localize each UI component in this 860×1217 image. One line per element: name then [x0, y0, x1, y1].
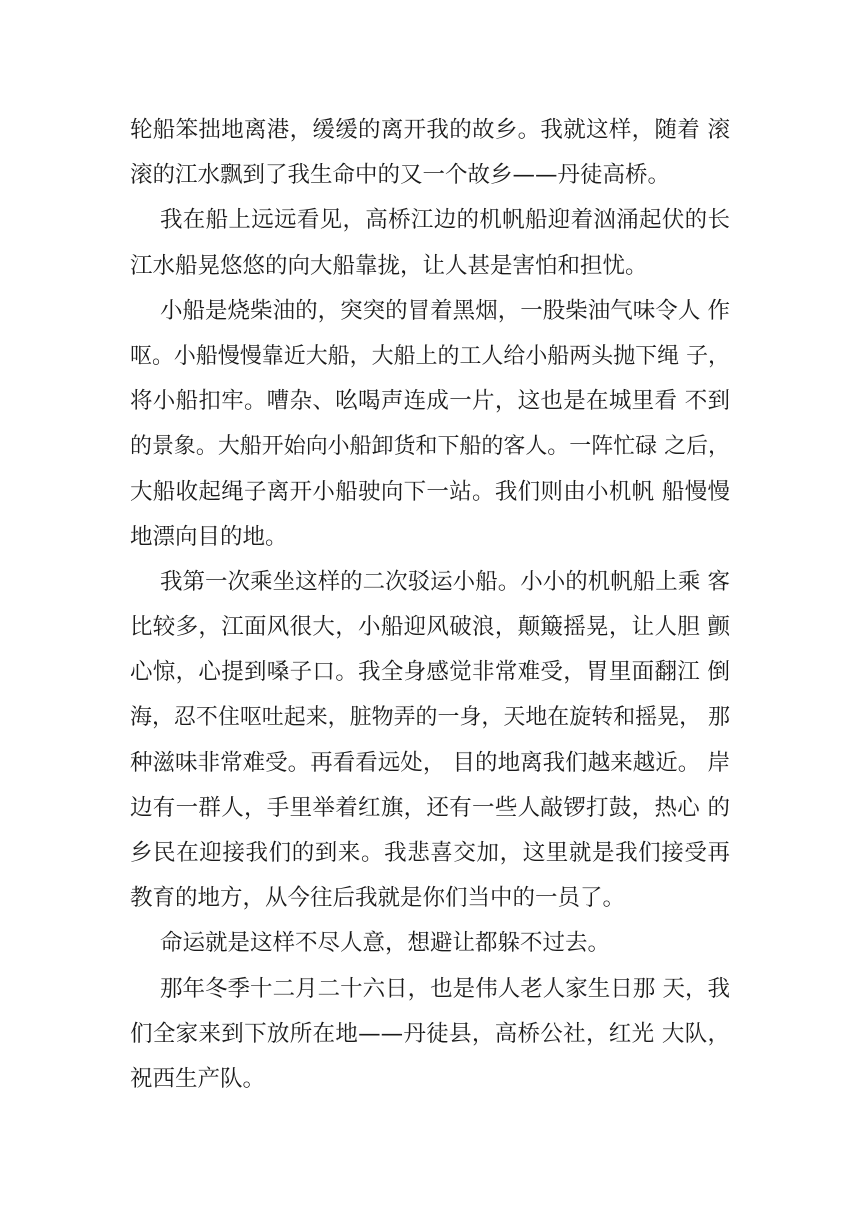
text-line: 小船是烧柴油的，突突的冒着黑烟，一股柴油气味令人 作	[160, 297, 730, 324]
text-line: 地漂向目的地。	[130, 523, 288, 550]
text-line: 轮船笨拙地离港，缓缓的离开我的故乡。我就这样，随着 滚	[130, 117, 730, 143]
text-line: 呕。小船慢慢靠近大船，大船上的工人给小船两头抛下绳 子，	[130, 343, 730, 369]
text-line: 我在船上远远看见，高桥江边的机帆船迎着汹涌起伏的长	[160, 207, 730, 234]
text-line: 心惊，心提到嗓子口。我全身感觉非常难受，胃里面翻江 倒	[130, 659, 730, 686]
text-line: 教育的地方，从今往后我就是你们当中的一员了。	[130, 885, 626, 912]
text-line: 我第一次乘坐这样的二次驳运小船。小小的机帆船上乘 客	[160, 568, 730, 595]
text-line: 们全家来到下放所在地——丹徒县，高桥公社，红光 大队，	[130, 1020, 730, 1047]
text-line: 边有一群人，手里举着红旗，还有一些人敲锣打鼓，热心 的	[130, 794, 730, 821]
text-line: 祝西生产队。	[130, 1065, 266, 1092]
text-line: 的景象。大船开始向小船卸货和下船的客人。一阵忙碌 之后，	[130, 434, 730, 460]
text-line: 比较多，江面风很大，小船迎风破浪，颠簸摇晃，让人胆 颤	[130, 614, 730, 641]
text-line: 大船收起绳子离开小船驶向下一站。我们则由小机帆 船慢慢	[130, 478, 730, 505]
body-text	[130, 108, 730, 1102]
text-line: 种滋味非常难受。再看看远处， 目的地离我们越来越近。 岸	[130, 749, 730, 776]
text-line: 海，忍不住呕吐起来，脏物弄的一身，天地在旋转和摇晃， 那	[130, 705, 730, 731]
text-line: 滚的江水飘到了我生命中的又一个故乡——丹徒高桥。	[130, 162, 671, 189]
text-line: 江水船晃悠悠的向大船靠拢，让人甚是害怕和担忧。	[130, 252, 648, 279]
text-line: 命运就是这样不尽人意，想避让都躲不过去。	[160, 930, 611, 957]
text-line: 乡民在迎接我们的到来。我悲喜交加，这里就是我们接受再	[130, 840, 730, 866]
text-line: 将小船扣牢。嘈杂、吆喝声连成一片，这也是在城里看 不到	[130, 388, 730, 415]
text-line: 那年冬季十二月二十六日，也是伟人老人家生日那 天，我	[160, 975, 730, 1002]
